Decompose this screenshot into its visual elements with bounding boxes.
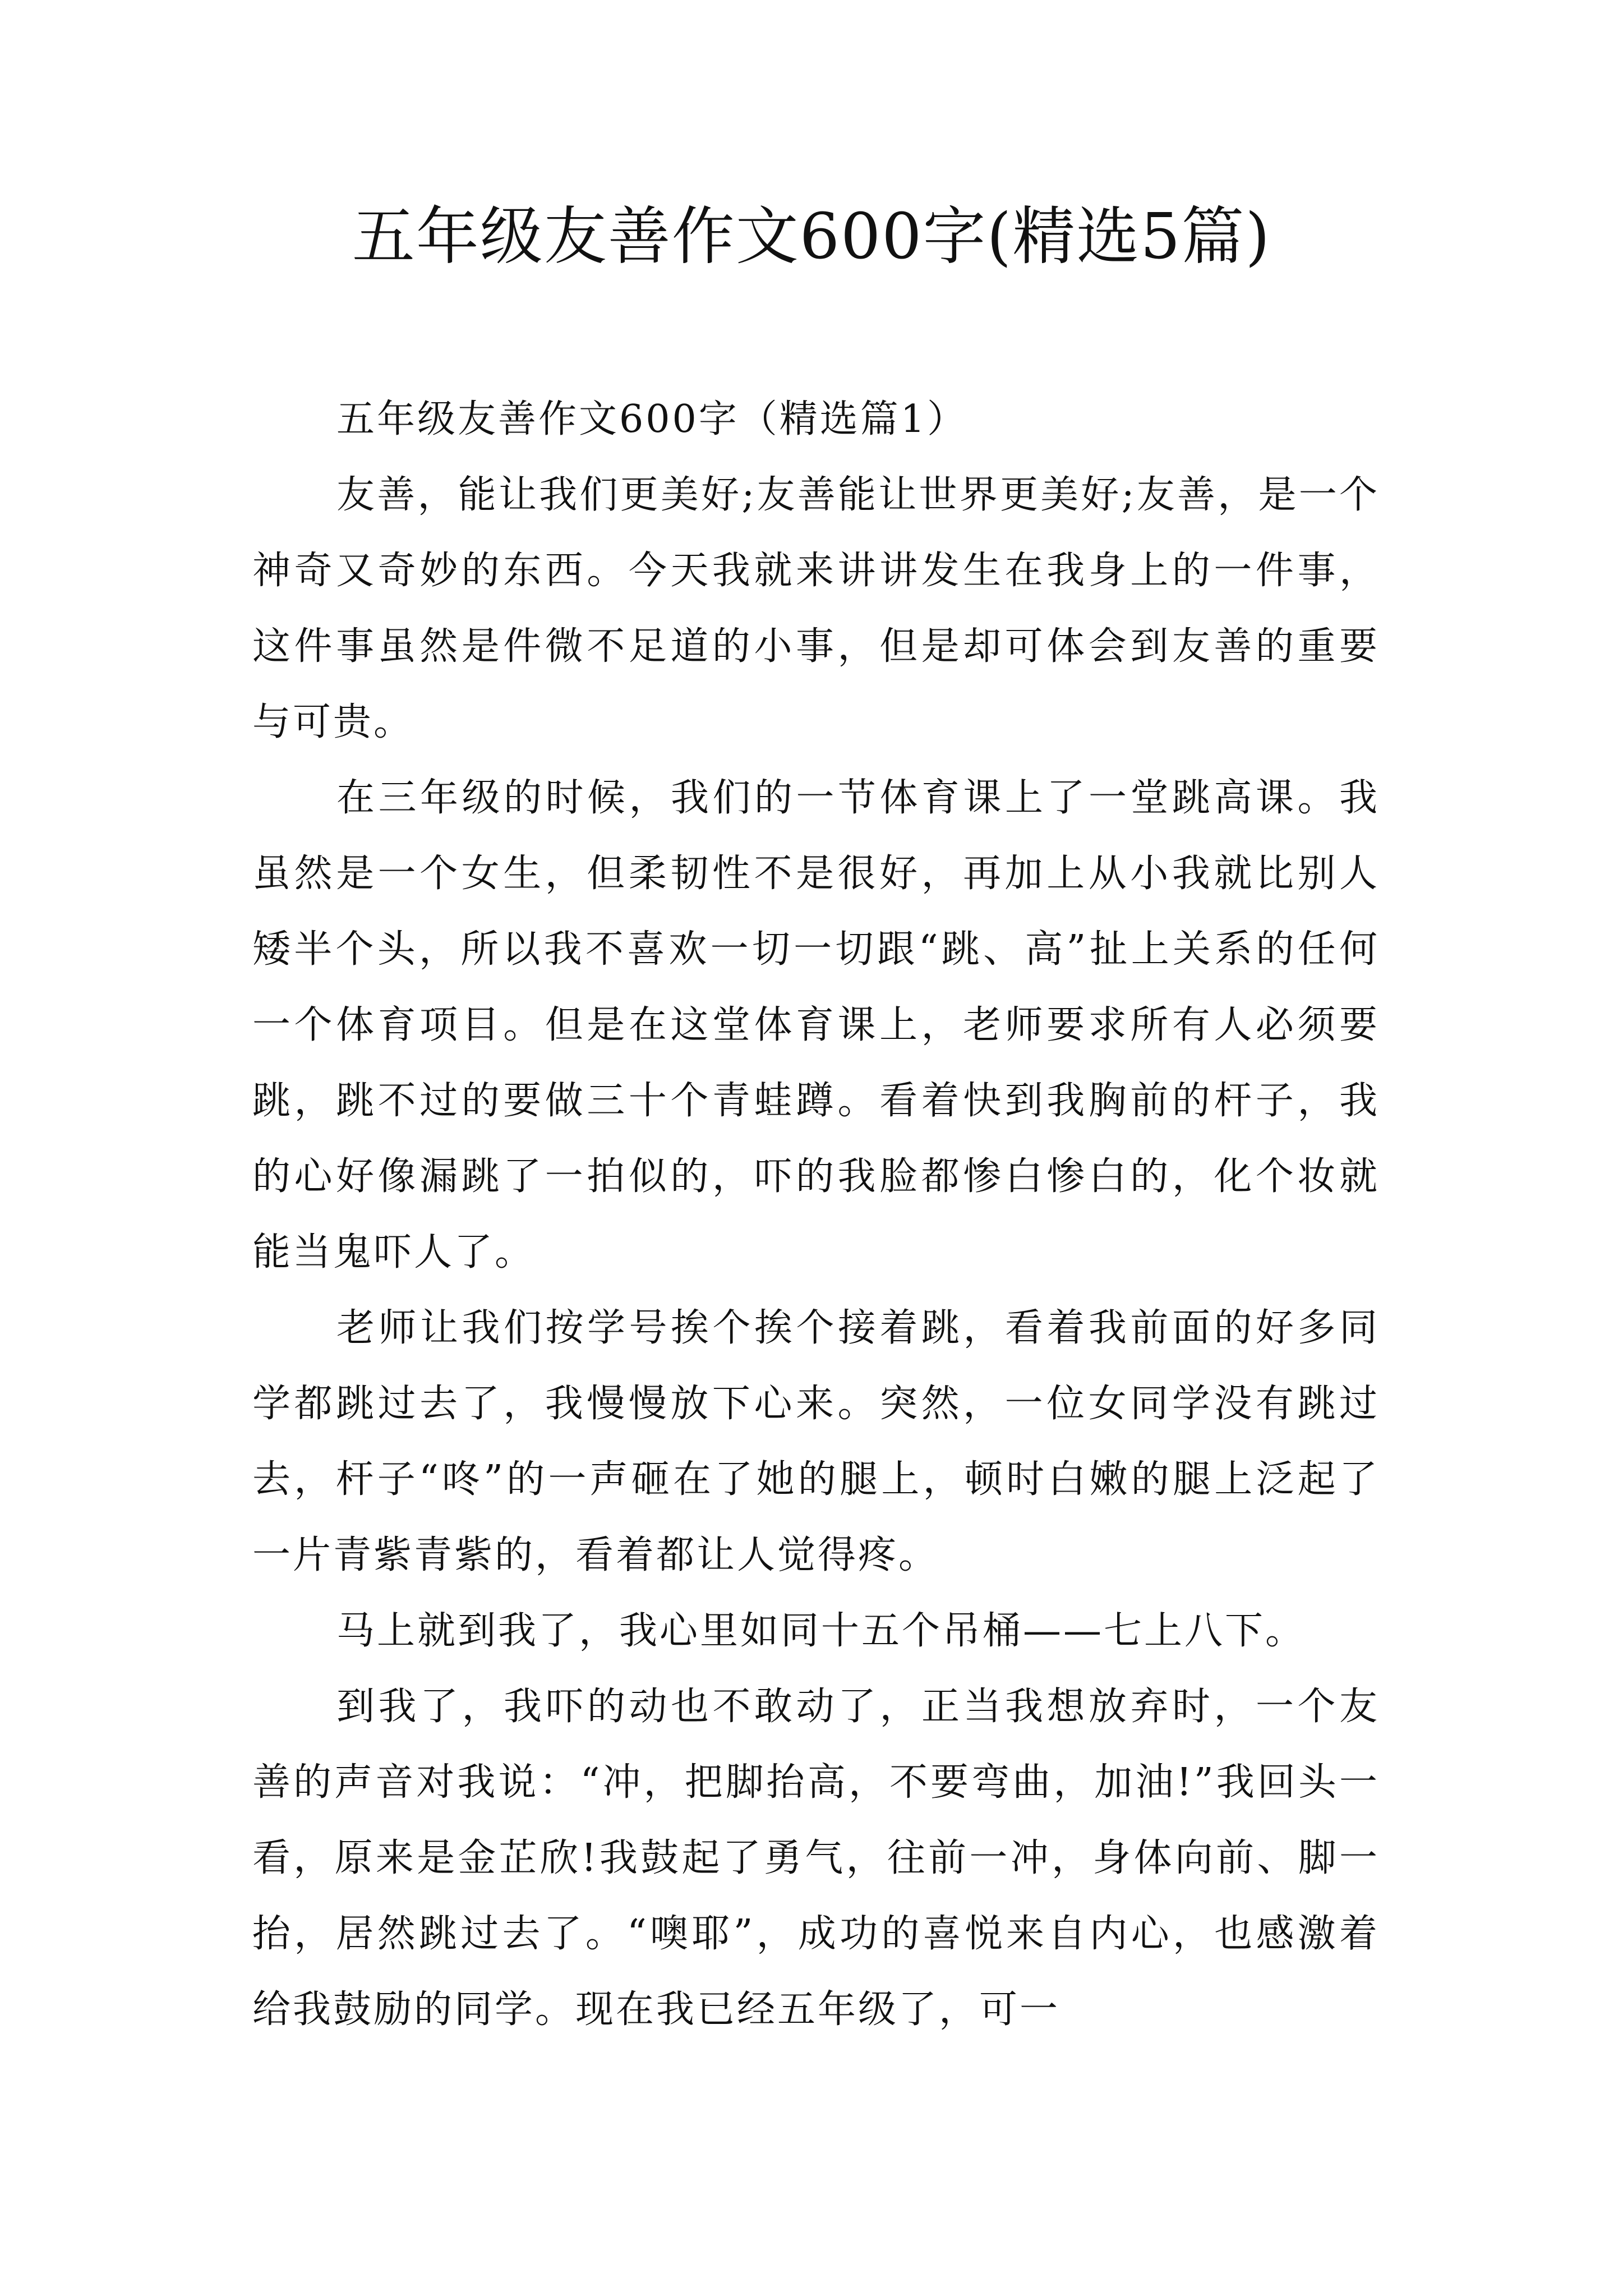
document-body xyxy=(252,381,1380,2047)
document-title: 五年级友善作文600字(精选5篇) xyxy=(352,200,1271,273)
paragraph-2: 在三年级的时候，我们的一节体育课上了一堂跳高课。我虽然是一个女生，但柔韧性不是很好，再加上从小我就比别人矮半个头，所以我不喜欢一切一切跟“跳、高”扯上关系的任何一个体育项目。但是在这堂体育课上，老师要求所有人必须要跳，跳不过的要做三十个青蛙蹲。看着快到我胸前的杆子，我的心好像漏跳了一拍似的，吓的我脸都惨白惨白的，化个妆就能当鬼吓人了。 xyxy=(252,776,1380,1274)
paragraph-4: 马上就到我了，我心里如同十五个吊桶——七上八下。 xyxy=(336,1609,1306,1653)
section-heading: 五年级友善作文600字（精选篇1） xyxy=(336,397,968,441)
paragraph-5: 到我了，我吓的动也不敢动了，正当我想放弃时，一个友善的声音对我说：“冲，把脚抬高，不要弯曲，加油!”我回头一看，原来是金芷欣!我鼓起了勇气，往前一冲，身体向前、脚一抬，居然跳过去了。“噢耶”，成功的喜悦来自内心，也感激着给我鼓励的同学。现在我已经五年级了，可一 xyxy=(252,1685,1380,2032)
paragraph-1: 友善，能让我们更美好;友善能让世界更美好;友善，是一个神奇又奇妙的东西。今天我就来讲讲发生在我身上的一件事，这件事虽然是件微不足道的小事，但是却可体会到友善的重要与可贵。 xyxy=(252,473,1380,744)
paragraph-3: 老师让我们按学号挨个挨个接着跳，看着我前面的好多同学都跳过去了，我慢慢放下心来。突然，一位女同学没有跳过去，杆子“咚”的一声砸在了她的腿上，顿时白嫩的腿上泛起了一片青紫青紫的，看着都让人觉得疼。 xyxy=(252,1306,1380,1577)
